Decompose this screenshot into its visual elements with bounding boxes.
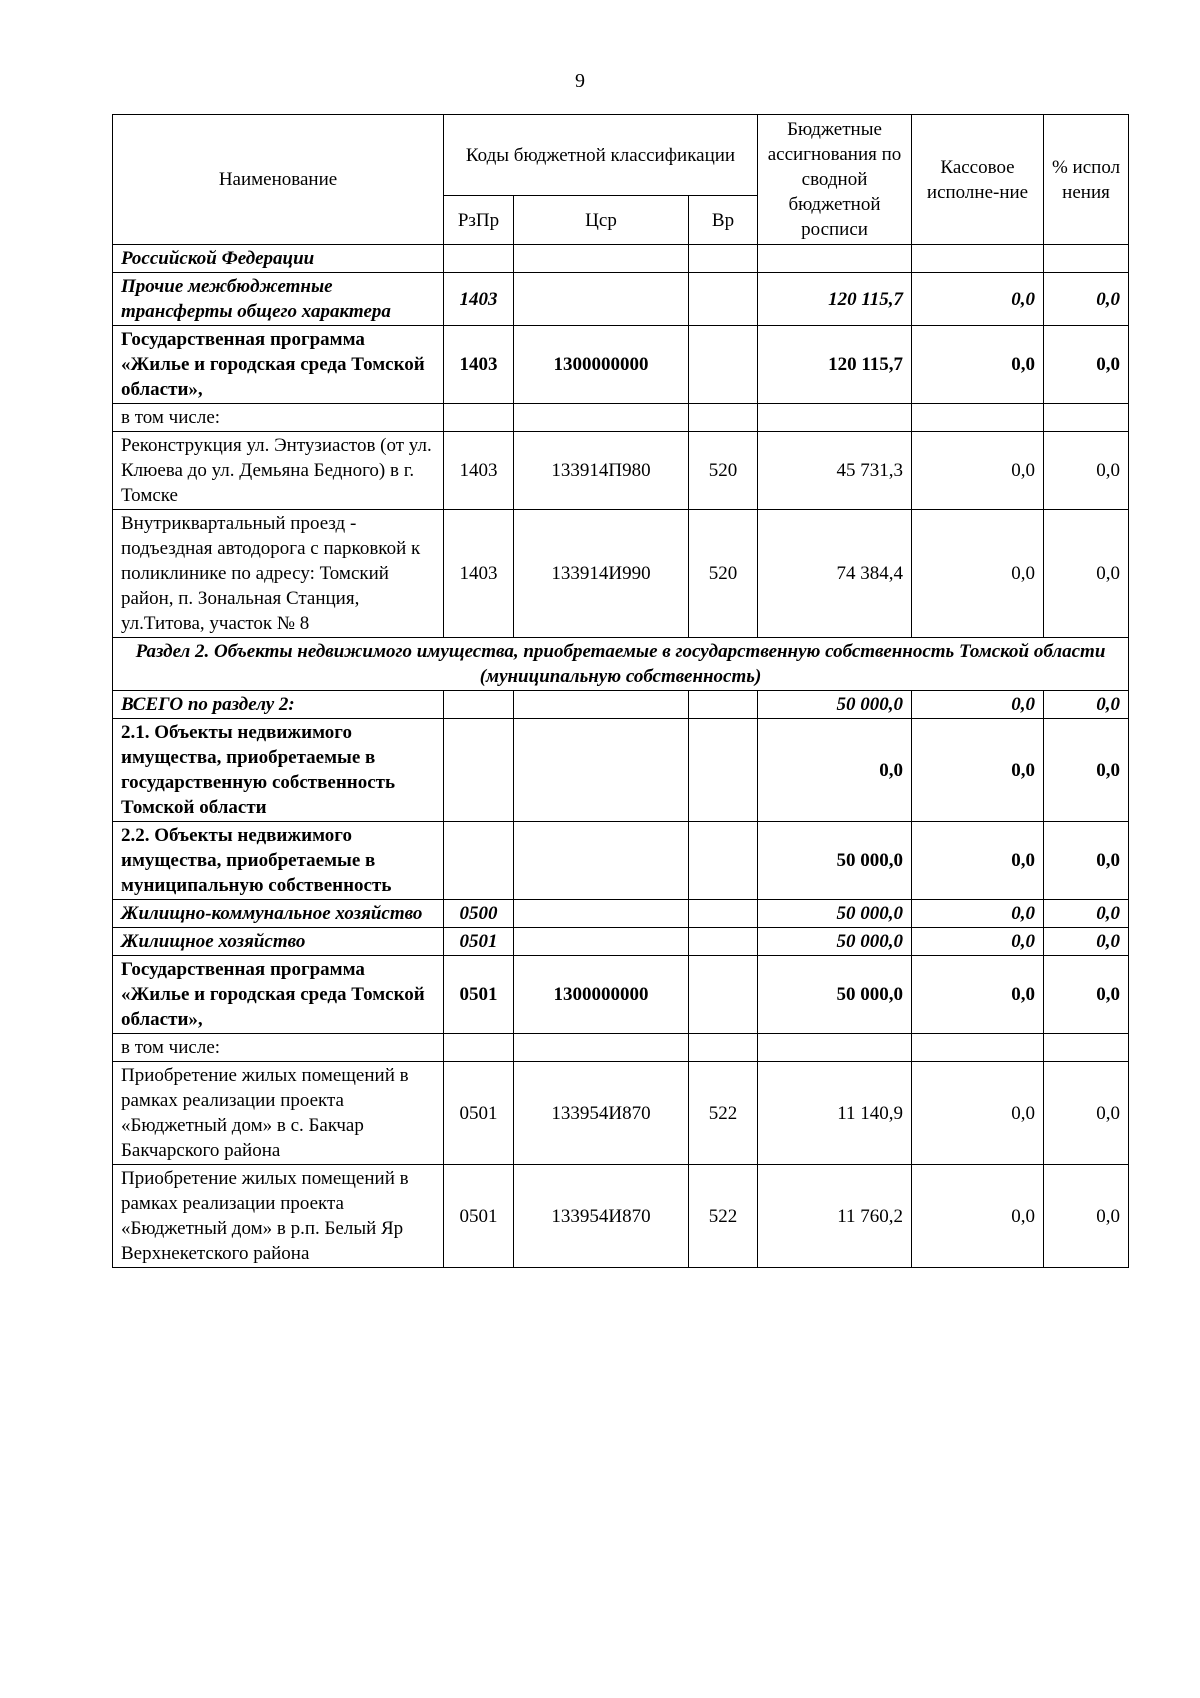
cell-name: Жилищное хозяйство bbox=[113, 928, 444, 956]
table-row bbox=[113, 1165, 1129, 1268]
header-vr: Вр bbox=[689, 196, 758, 245]
cell-rzpr: 1403 bbox=[444, 326, 514, 404]
cell-name: в том числе: bbox=[113, 1034, 444, 1062]
table-row bbox=[113, 432, 1129, 510]
header-codes-group: Коды бюджетной классификации bbox=[444, 115, 758, 196]
cell-vr bbox=[689, 404, 758, 432]
cell-vr bbox=[689, 719, 758, 822]
cell-rzpr bbox=[444, 1034, 514, 1062]
cell-name: Приобретение жилых помещений в рамках реализации проекта «Бюджетный дом» в с. Бакчар Бакчарского района bbox=[113, 1062, 444, 1165]
cell-cash: 0,0 bbox=[912, 928, 1044, 956]
cell-csr: 1300000000 bbox=[514, 326, 689, 404]
cell-rzpr: 1403 bbox=[444, 273, 514, 326]
cell-name: 2.1. Объекты недвижимого имущества, приобретаемые в государственную собственность Томской области bbox=[113, 719, 444, 822]
cell-vr bbox=[689, 900, 758, 928]
header-rzpr: РзПр bbox=[444, 196, 514, 245]
section-2-heading-row bbox=[113, 638, 1129, 691]
cell-assign bbox=[758, 1034, 912, 1062]
cell-vr bbox=[689, 822, 758, 900]
cell-pct: 0,0 bbox=[1044, 900, 1129, 928]
cell-vr: 522 bbox=[689, 1062, 758, 1165]
table-header bbox=[113, 115, 1129, 245]
cell-cash: 0,0 bbox=[912, 432, 1044, 510]
cell-vr bbox=[689, 956, 758, 1034]
cell-pct: 0,0 bbox=[1044, 719, 1129, 822]
cell-cash: 0,0 bbox=[912, 956, 1044, 1034]
cell-pct: 0,0 bbox=[1044, 691, 1129, 719]
table-row bbox=[113, 1034, 1129, 1062]
cell-cash bbox=[912, 245, 1044, 273]
cell-assign bbox=[758, 245, 912, 273]
cell-name: Государственная программа «Жилье и городская среда Томской области», bbox=[113, 956, 444, 1034]
cell-assign: 50 000,0 bbox=[758, 822, 912, 900]
cell-name: Приобретение жилых помещений в рамках реализации проекта «Бюджетный дом» в р.п. Белый Яр Верхнекетского района bbox=[113, 1165, 444, 1268]
cell-name: 2.2. Объекты недвижимого имущества, приобретаемые в муниципальную собственность bbox=[113, 822, 444, 900]
cell-name: в том числе: bbox=[113, 404, 444, 432]
cell-cash bbox=[912, 1034, 1044, 1062]
table-row bbox=[113, 928, 1129, 956]
cell-vr bbox=[689, 273, 758, 326]
cell-name: Государственная программа «Жилье и городская среда Томской области», bbox=[113, 326, 444, 404]
cell-rzpr bbox=[444, 404, 514, 432]
table-row bbox=[113, 1062, 1129, 1165]
cell-name: ВСЕГО по разделу 2: bbox=[113, 691, 444, 719]
cell-rzpr: 0500 bbox=[444, 900, 514, 928]
cell-assign: 11 760,2 bbox=[758, 1165, 912, 1268]
header-csr: Цср bbox=[514, 196, 689, 245]
table-row bbox=[113, 822, 1129, 900]
cell-rzpr: 0501 bbox=[444, 1165, 514, 1268]
cell-vr bbox=[689, 245, 758, 273]
cell-pct bbox=[1044, 404, 1129, 432]
cell-assign: 50 000,0 bbox=[758, 900, 912, 928]
cell-vr: 520 bbox=[689, 432, 758, 510]
cell-csr bbox=[514, 1034, 689, 1062]
table-row bbox=[113, 900, 1129, 928]
cell-cash: 0,0 bbox=[912, 691, 1044, 719]
section-2-heading-group bbox=[113, 638, 1129, 691]
cell-csr bbox=[514, 900, 689, 928]
cell-assign: 74 384,4 bbox=[758, 510, 912, 638]
cell-csr bbox=[514, 822, 689, 900]
cell-csr bbox=[514, 691, 689, 719]
table-row bbox=[113, 326, 1129, 404]
cell-csr: 133914И990 bbox=[514, 510, 689, 638]
cell-pct bbox=[1044, 245, 1129, 273]
cell-assign: 11 140,9 bbox=[758, 1062, 912, 1165]
cell-vr bbox=[689, 928, 758, 956]
table-row bbox=[113, 510, 1129, 638]
cell-vr: 522 bbox=[689, 1165, 758, 1268]
header-cash: Кассовое исполне-ние bbox=[912, 115, 1044, 245]
cell-name: Внутриквартальный проезд - подъездная автодорога с парковкой к поликлинике по адресу: Томский район, п. Зональная Станция, ул.Титова, участок № 8 bbox=[113, 510, 444, 638]
cell-assign: 50 000,0 bbox=[758, 691, 912, 719]
cell-csr bbox=[514, 404, 689, 432]
cell-rzpr: 0501 bbox=[444, 956, 514, 1034]
cell-rzpr bbox=[444, 691, 514, 719]
cell-pct bbox=[1044, 1034, 1129, 1062]
cell-pct: 0,0 bbox=[1044, 432, 1129, 510]
table-row bbox=[113, 691, 1129, 719]
header-assign: Бюджетные ассигнования по сводной бюджетной росписи bbox=[758, 115, 912, 245]
cell-vr: 520 bbox=[689, 510, 758, 638]
cell-rzpr: 0501 bbox=[444, 1062, 514, 1165]
cell-assign: 120 115,7 bbox=[758, 273, 912, 326]
cell-csr: 133914П980 bbox=[514, 432, 689, 510]
cell-assign: 50 000,0 bbox=[758, 928, 912, 956]
cell-assign bbox=[758, 404, 912, 432]
cell-pct: 0,0 bbox=[1044, 1062, 1129, 1165]
budget-table bbox=[112, 114, 1129, 1268]
cell-assign: 45 731,3 bbox=[758, 432, 912, 510]
cell-cash: 0,0 bbox=[912, 273, 1044, 326]
cell-pct: 0,0 bbox=[1044, 956, 1129, 1034]
cell-name: Жилищно-коммунальное хозяйство bbox=[113, 900, 444, 928]
table-row bbox=[113, 956, 1129, 1034]
section-2-heading: Раздел 2. Объекты недвижимого имущества, приобретаемые в государственную собственность Томской области (муниципальную собственность) bbox=[113, 638, 1129, 691]
table-body-section-1 bbox=[113, 245, 1129, 638]
table-row bbox=[113, 245, 1129, 273]
cell-cash: 0,0 bbox=[912, 1062, 1044, 1165]
table-row bbox=[113, 273, 1129, 326]
cell-name: Прочие межбюджетные трансферты общего характера bbox=[113, 273, 444, 326]
cell-vr bbox=[689, 326, 758, 404]
table-row bbox=[113, 719, 1129, 822]
cell-csr: 133954И870 bbox=[514, 1165, 689, 1268]
cell-cash bbox=[912, 404, 1044, 432]
cell-csr bbox=[514, 273, 689, 326]
page-number: 9 bbox=[575, 70, 585, 92]
cell-pct: 0,0 bbox=[1044, 928, 1129, 956]
cell-vr bbox=[689, 1034, 758, 1062]
cell-cash: 0,0 bbox=[912, 822, 1044, 900]
cell-csr: 133954И870 bbox=[514, 1062, 689, 1165]
cell-cash: 0,0 bbox=[912, 900, 1044, 928]
cell-rzpr bbox=[444, 719, 514, 822]
cell-vr bbox=[689, 691, 758, 719]
cell-rzpr bbox=[444, 245, 514, 273]
cell-cash: 0,0 bbox=[912, 719, 1044, 822]
cell-assign: 120 115,7 bbox=[758, 326, 912, 404]
cell-csr bbox=[514, 719, 689, 822]
cell-cash: 0,0 bbox=[912, 1165, 1044, 1268]
cell-assign: 0,0 bbox=[758, 719, 912, 822]
cell-cash: 0,0 bbox=[912, 510, 1044, 638]
cell-pct: 0,0 bbox=[1044, 822, 1129, 900]
cell-csr bbox=[514, 928, 689, 956]
cell-pct: 0,0 bbox=[1044, 326, 1129, 404]
cell-name: Реконструкция ул. Энтузиастов (от ул. Клюева до ул. Демьяна Бедного) в г. Томске bbox=[113, 432, 444, 510]
header-pct: % испол нения bbox=[1044, 115, 1129, 245]
cell-assign: 50 000,0 bbox=[758, 956, 912, 1034]
cell-csr bbox=[514, 245, 689, 273]
cell-rzpr bbox=[444, 822, 514, 900]
cell-csr: 1300000000 bbox=[514, 956, 689, 1034]
table-body-section-2 bbox=[113, 691, 1129, 1268]
cell-cash: 0,0 bbox=[912, 326, 1044, 404]
cell-rzpr: 1403 bbox=[444, 432, 514, 510]
cell-pct: 0,0 bbox=[1044, 510, 1129, 638]
header-name: Наименование bbox=[113, 115, 444, 245]
cell-pct: 0,0 bbox=[1044, 273, 1129, 326]
cell-pct: 0,0 bbox=[1044, 1165, 1129, 1268]
cell-rzpr: 1403 bbox=[444, 510, 514, 638]
table-row bbox=[113, 404, 1129, 432]
cell-rzpr: 0501 bbox=[444, 928, 514, 956]
cell-name: Российской Федерации bbox=[113, 245, 444, 273]
